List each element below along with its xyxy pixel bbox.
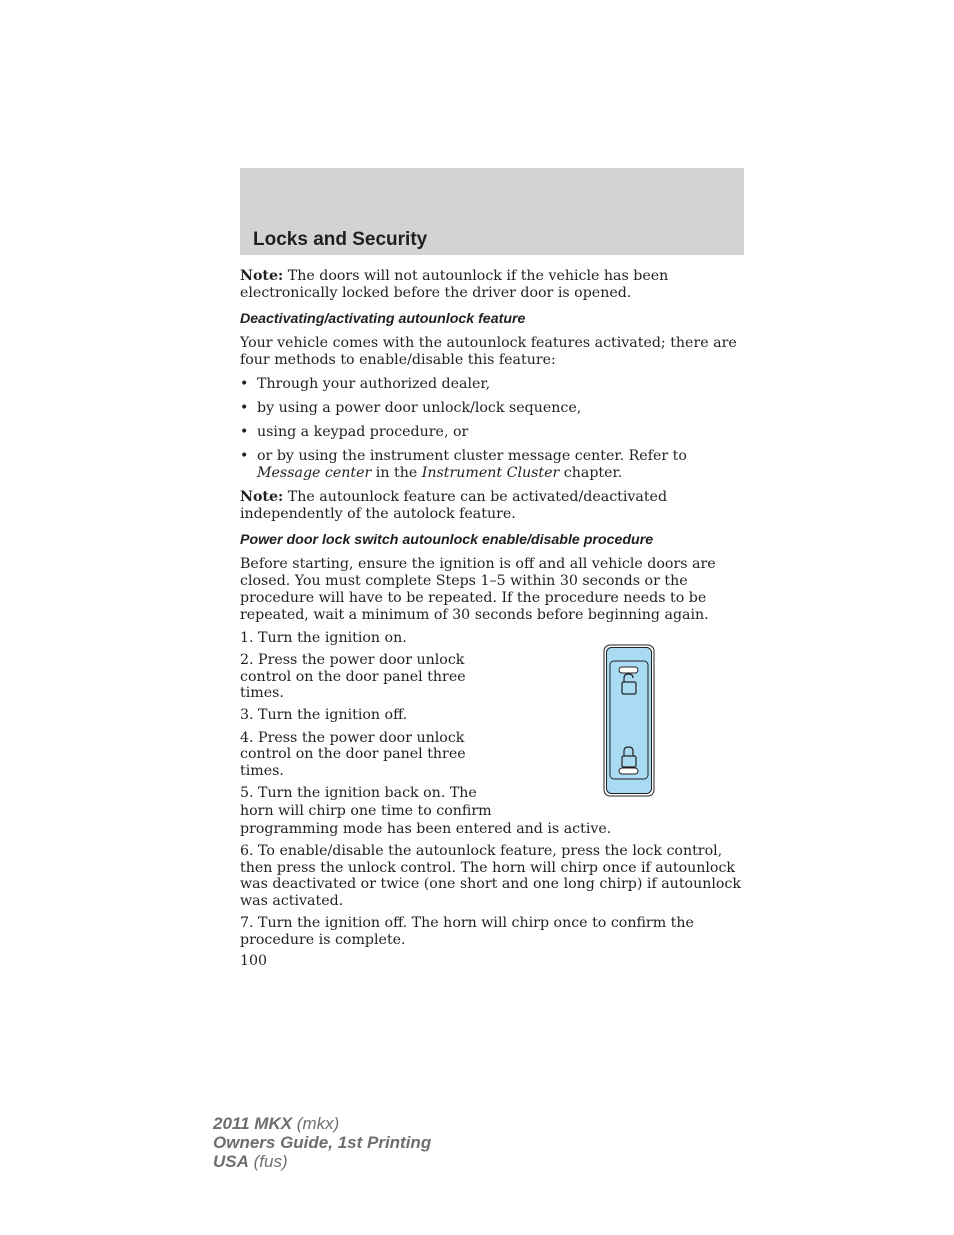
- intro-paragraph: Your vehicle comes with the autounlock features activated; there are four methods to enable/disable this feature:: [240, 335, 737, 368]
- page-number: 100: [240, 953, 268, 969]
- door-lock-switch-illustration: [603, 644, 655, 797]
- section-header: [240, 168, 744, 255]
- step-2: 2. Press the power door unlock control on the door panel three times.: [240, 652, 466, 701]
- document-footer: [213, 1114, 431, 1171]
- footer-line-guide: Owners Guide, 1st Printing: [213, 1133, 432, 1152]
- note-text: The doors will not autounlock if the vehicle has been electronically locked before the driver door is opened.: [240, 268, 669, 301]
- footer-line-market: USA (fus): [213, 1152, 288, 1171]
- cross-reference: Message center: [257, 465, 372, 481]
- step-1: 1. Turn the ignition on.: [240, 630, 407, 646]
- note-label: Note:: [240, 268, 284, 284]
- step-5: 5. Turn the ignition back on. The horn will chirp one time to confirm programming mode has been entered and is active.: [240, 785, 612, 837]
- footer-line-model: 2011 MKX (mkx): [213, 1114, 340, 1133]
- section-title: Locks and Security: [253, 229, 428, 250]
- list-item: • or by using the instrument cluster message center. Refer to Message center in the Instrument Cluster chapter.: [240, 448, 744, 482]
- page-content: [240, 268, 744, 970]
- cross-reference: Instrument Cluster: [421, 465, 560, 481]
- subheading-deactivating: Deactivating/activating autounlock feature: [240, 311, 526, 327]
- methods-list: [240, 376, 744, 482]
- before-paragraph: Before starting, ensure the ignition is off and all vehicle doors are closed. You must complete Steps 1–5 within 30 seconds or the procedure will have to be repeated. If the procedure needs to be repeated, wait a minimum of 30 seconds before beginning again.: [240, 556, 716, 623]
- list-item: • Through your authorized dealer,: [240, 376, 744, 393]
- step-3: 3. Turn the ignition off.: [240, 706, 408, 723]
- list-item: • using a keypad procedure, or: [240, 424, 744, 441]
- list-item: • by using a power door unlock/lock sequence,: [240, 400, 744, 417]
- note-paragraph: [240, 268, 744, 302]
- subheading-procedure: Power door lock switch autounlock enable/disable procedure: [240, 532, 654, 548]
- step-7: 7. Turn the ignition off. The horn will chirp once to confirm the procedure is complete.: [240, 915, 694, 948]
- note-text: The autounlock feature can be activated/deactivated independently of the autolock feature.: [240, 489, 668, 522]
- note-label: Note:: [240, 489, 284, 505]
- step-6: 6. To enable/disable the autounlock feature, press the lock control, then press the unlock control. The horn will chirp once if autounlock was deactivated or twice (one short and one long chirp) if autounlock was activated.: [240, 843, 741, 909]
- note-paragraph: [240, 489, 744, 523]
- step-4: 4. Press the power door unlock control on the door panel three times.: [240, 729, 466, 779]
